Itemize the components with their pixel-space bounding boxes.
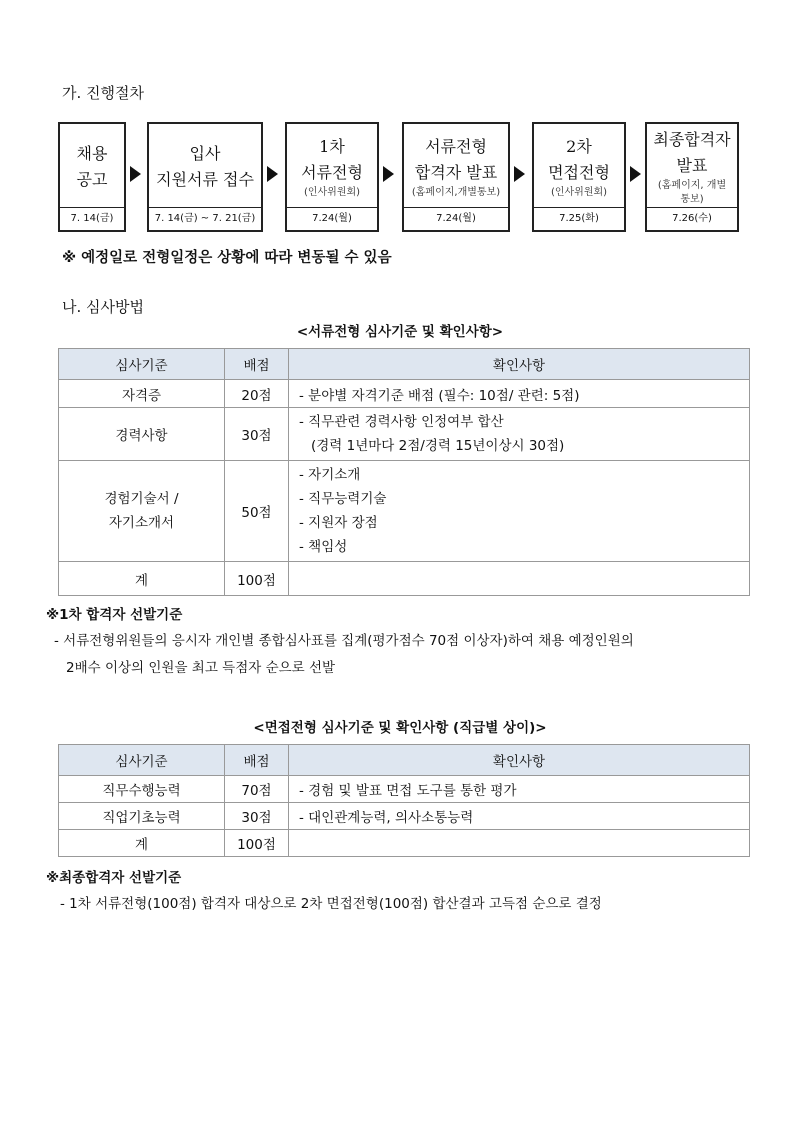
header-detail: 확인사항 [289, 349, 750, 380]
header-score: 배점 [225, 745, 289, 776]
header-criteria: 심사기준 [59, 745, 225, 776]
row-criteria: 직무수행능력 [59, 776, 225, 803]
step-sub: (인사위원회) [550, 187, 608, 198]
step-application [147, 122, 263, 232]
step-line1: 최종합격자 [653, 130, 731, 149]
step-sub: (인사위원회) [303, 187, 361, 198]
detail-line: - 책임성 [299, 539, 348, 555]
step-interview [532, 122, 626, 232]
schedule-notice: ※ 예정일로 전형일정은 상황에 따라 변동될 수 있음 [62, 250, 392, 266]
arrow-right-icon [130, 166, 141, 182]
row-detail: - 대인관계능력, 의사소통능력 [289, 803, 750, 830]
process-flow [0, 122, 800, 237]
criteria-line: 자기소개서 [108, 515, 175, 531]
row-score: 50점 [225, 461, 289, 562]
row-detail [289, 408, 750, 461]
step-line2: 합격자 발표 [414, 163, 498, 182]
row-detail [289, 562, 750, 596]
step-date: 7.24(월) [287, 207, 377, 230]
step-line2: 서류전형 [301, 163, 363, 182]
row-score: 30점 [225, 408, 289, 461]
row-criteria: 경력사항 [59, 408, 225, 461]
section-b-title: 나. 심사방법 [62, 298, 144, 316]
step-line1: 입사 [189, 144, 221, 163]
interview-screening-table [58, 744, 750, 857]
step-line2: 공고 [76, 170, 108, 189]
final-pass-title: ※최종합격자 선발기준 [46, 870, 182, 886]
step-date: 7.24(월) [404, 207, 508, 230]
step-line1: 채용 [76, 144, 108, 163]
table-row [59, 408, 750, 461]
step-sub: (홈페이지,개별통보) [411, 187, 501, 198]
arrow-right-icon [383, 166, 394, 182]
detail-line: - 직무능력기술 [299, 491, 387, 507]
row-score: 70점 [225, 776, 289, 803]
step-line1: 1차 [319, 137, 345, 156]
header-criteria: 심사기준 [59, 349, 225, 380]
row-score: 20점 [225, 380, 289, 408]
table-header-row [59, 745, 750, 776]
step-line2: 지원서류 접수 [156, 170, 254, 189]
section-a-title: 가. 진행절차 [62, 84, 144, 102]
row-score: 100점 [225, 830, 289, 857]
row-score: 30점 [225, 803, 289, 830]
arrow-right-icon [514, 166, 525, 182]
step-line1: 서류전형 [425, 137, 487, 156]
detail-line: - 자기소개 [299, 467, 361, 483]
step-sub: (홈페이지, 개별통보) [657, 180, 727, 205]
table2-caption: <면접전형 심사기준 및 확인사항 (직급별 상이)> [253, 720, 547, 736]
table-row [59, 803, 750, 830]
step-line2: 면접전형 [548, 163, 610, 182]
table-row [59, 380, 750, 408]
row-criteria: 계 [59, 830, 225, 857]
detail-line: - 지원자 장점 [299, 515, 378, 531]
table-header-row [59, 349, 750, 380]
row-criteria: 계 [59, 562, 225, 596]
table-row [59, 562, 750, 596]
first-pass-line2: 2배수 이상의 인원을 최고 득점자 순으로 선발 [66, 660, 336, 676]
row-criteria [59, 461, 225, 562]
step-date: 7.26(수) [647, 207, 737, 230]
row-criteria: 직업기초능력 [59, 803, 225, 830]
step-date: 7.25(화) [534, 207, 624, 230]
criteria-line: 경험기술서 / [104, 491, 179, 507]
header-score: 배점 [225, 349, 289, 380]
first-pass-line1: - 서류전형위원들의 응시자 개인별 종합심사표를 집계(평가점수 70점 이상자)하여 채용 예정인원의 [54, 633, 634, 649]
detail-line: (경력 1년마다 2점/경력 15년이상시 30점) [311, 438, 565, 454]
row-score: 100점 [225, 562, 289, 596]
row-criteria: 자격증 [59, 380, 225, 408]
table-row [59, 776, 750, 803]
final-pass-line1: - 1차 서류전형(100점) 합격자 대상으로 2차 면접전형(100점) 합산결과 고득점 순으로 결정 [60, 896, 602, 912]
header-detail: 확인사항 [289, 745, 750, 776]
row-detail: - 분야별 자격기준 배점 (필수: 10점/ 관련: 5점) [289, 380, 750, 408]
document-screening-table [58, 348, 750, 596]
step-document-result [402, 122, 510, 232]
step-document-screening [285, 122, 379, 232]
table-row [59, 830, 750, 857]
step-final-result [645, 122, 739, 232]
detail-line: - 직무관련 경력사항 인정여부 합산 [299, 414, 504, 430]
first-pass-title: ※1차 합격자 선발기준 [46, 607, 183, 623]
step-line1: 2차 [566, 137, 592, 156]
arrow-right-icon [267, 166, 278, 182]
table-row [59, 461, 750, 562]
row-detail: - 경험 및 발표 면접 도구를 통한 평가 [289, 776, 750, 803]
row-detail [289, 830, 750, 857]
step-line2: 발표 [676, 156, 708, 175]
step-date: 7. 14(금) ~ 7. 21(금) [149, 207, 261, 230]
arrow-right-icon [630, 166, 641, 182]
step-date: 7. 14(금) [60, 207, 124, 230]
row-detail [289, 461, 750, 562]
table1-caption: <서류전형 심사기준 및 확인사항> [296, 324, 504, 340]
step-recruitment-notice [58, 122, 126, 232]
